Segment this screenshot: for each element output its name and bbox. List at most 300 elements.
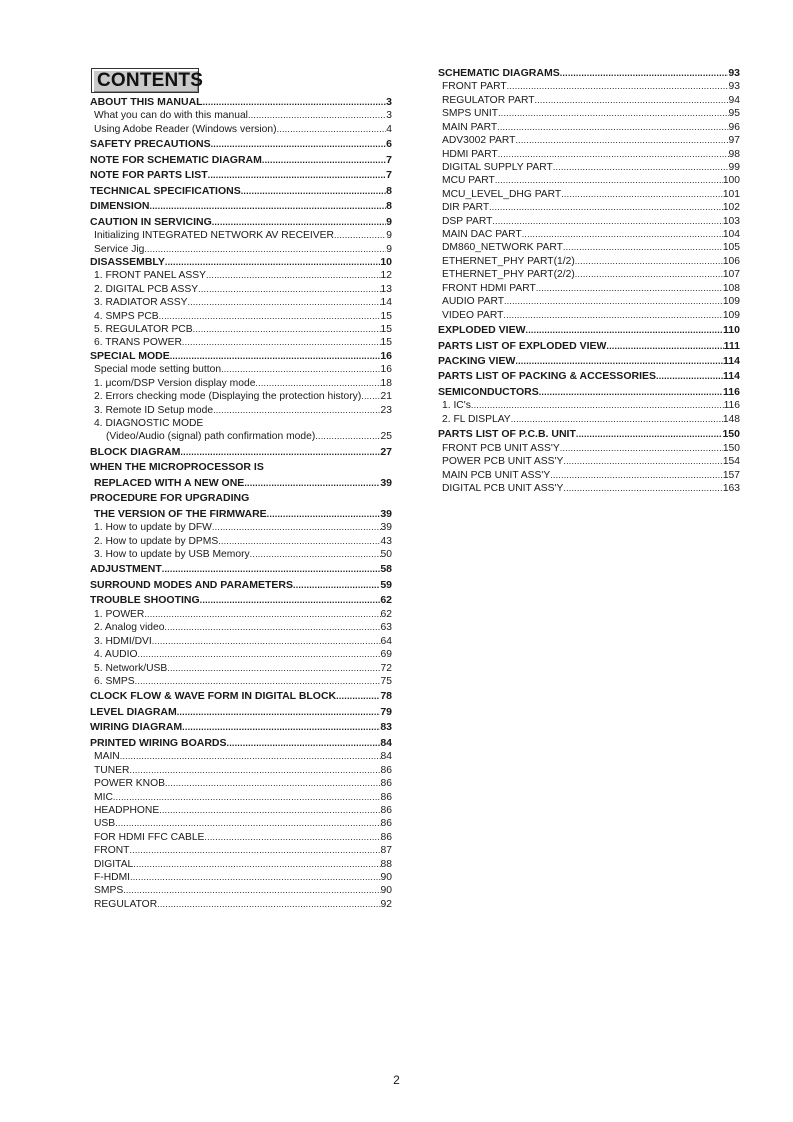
toc-dot-leader [159,804,380,817]
toc-entry-page: 3 [386,110,392,122]
toc-entry-page: 18 [380,377,392,389]
toc-dot-leader [539,386,723,399]
toc-dot-leader [262,154,386,167]
toc-entry[interactable] [438,268,740,281]
toc-entry[interactable] [438,148,740,161]
toc-dot-leader [129,764,380,777]
toc-entry-page: 97 [728,135,740,147]
toc-entry-label: REGULATOR [94,898,158,910]
toc-dot-leader [550,469,723,482]
toc-dot-leader [575,255,723,268]
toc-entry[interactable] [90,563,392,576]
toc-entry[interactable] [90,508,392,521]
toc-entry[interactable] [90,390,392,403]
toc-entry-label: TROUBLE SHOOTING [90,594,200,607]
toc-entry-label: CLOCK FLOW & WAVE FORM IN DIGITAL BLOCK [90,690,337,703]
toc-entry[interactable] [90,706,392,719]
toc-dot-leader [560,67,729,80]
toc-entry-page: 109 [722,309,740,321]
toc-entry[interactable] [90,844,392,857]
toc-entry-label: HDMI PART [442,148,498,160]
toc-entry-label: WHEN THE MICROPROCESSOR IS [90,461,264,474]
toc-entry[interactable] [438,309,740,322]
page-number: 2 [393,1073,400,1087]
contents-title: CONTENTS [97,70,204,91]
toc-dot-leader [227,737,381,750]
toc-dot-leader [203,96,387,109]
toc-entry-label: DISASSEMBLY [90,255,165,268]
toc-entry[interactable] [438,228,740,241]
toc-entry[interactable] [438,442,740,455]
toc-dot-leader [553,161,729,174]
toc-entry-label: Special mode setting button [94,364,222,376]
toc-dot-leader [576,428,723,441]
toc-dot-leader [563,482,722,495]
toc-entry[interactable] [90,430,392,443]
toc-entry-page: 103 [722,215,740,227]
toc-entry[interactable] [90,750,392,763]
toc-dot-leader [193,323,381,336]
toc-entry[interactable] [90,635,392,648]
toc-entry-page: 116 [723,385,740,398]
toc-dot-leader [182,721,380,734]
toc-entry[interactable] [90,216,392,229]
toc-entry-label: PARTS LIST OF EXPLODED VIEW [438,339,607,352]
toc-entry-label: SAFETY PRECAUTIONS [90,138,211,151]
toc-dot-leader [267,508,381,521]
toc-entry-page: 100 [722,175,740,187]
toc-entry[interactable] [438,241,740,254]
toc-entry-label: REGULATOR PART [442,94,535,106]
toc-dot-leader [144,243,386,256]
toc-entry-label: FRONT PCB UNIT ASS'Y [442,442,560,454]
toc-entry-label: (Video/Audio (signal) path confirmation mode) [106,431,316,443]
toc-dot-leader [255,377,380,390]
toc-entry[interactable] [90,269,392,282]
toc-entry-page: 12 [380,270,392,282]
toc-dot-leader [152,635,381,648]
toc-entry[interactable] [90,690,392,703]
toc-entry[interactable] [438,161,740,174]
toc-entry[interactable] [90,662,392,675]
toc-entry[interactable] [438,340,740,353]
toc-entry[interactable] [438,94,740,107]
toc-entry-page: 72 [380,662,392,674]
toc-entry-page: 86 [380,764,392,776]
toc-entry[interactable] [438,295,740,308]
toc-entry[interactable] [90,675,392,688]
toc-entry-label: SCHEMATIC DIAGRAMS [438,67,560,79]
toc-entry[interactable] [90,884,392,897]
toc-entry-page: 86 [380,804,392,816]
toc-dot-leader [293,579,380,592]
toc-dot-leader [498,148,729,161]
toc-dot-leader [157,898,380,911]
toc-entry[interactable] [438,255,740,268]
toc-entry-label: SURROUND MODES AND PARAMETERS [90,578,294,591]
toc-entry[interactable] [90,417,392,430]
toc-dot-leader [150,200,387,213]
toc-entry[interactable] [90,296,392,309]
toc-entry[interactable] [90,138,392,151]
toc-entry-label: 2. FL DISPLAY [442,413,511,425]
toc-entry[interactable] [90,154,392,167]
toc-entry-label: Using Adobe Reader (Windows version) [94,123,277,135]
toc-entry-page: 39 [380,476,392,489]
toc-entry[interactable] [90,96,392,109]
toc-dot-leader [498,107,728,120]
toc-dot-leader [563,455,722,468]
toc-entry[interactable] [90,243,392,256]
toc-entry[interactable] [438,370,740,383]
toc-entry[interactable] [438,455,740,468]
toc-entry-page: 95 [728,108,740,120]
toc-entry-label: 1. IC's [442,400,471,412]
toc-dot-leader [177,706,381,719]
toc-entry[interactable] [90,283,392,296]
toc-dot-leader [561,188,723,201]
toc-entry-page: 4 [386,123,392,135]
toc-dot-leader [248,109,386,122]
toc-dot-leader [504,295,723,308]
toc-entry[interactable] [90,831,392,844]
toc-entry[interactable] [438,134,740,147]
toc-dot-leader [536,282,723,295]
toc-entry-page: 69 [380,649,392,661]
toc-entry[interactable] [90,764,392,777]
toc-entry-page: 9 [386,230,392,242]
toc-dot-leader [241,185,386,198]
toc-entry[interactable] [438,215,740,228]
toc-entry-label: REPLACED WITH A NEW ONE [94,476,245,489]
toc-entry-page: 109 [722,296,740,308]
toc-entry-label: EXPLODED VIEW [438,324,526,337]
toc-dot-leader [315,430,380,443]
toc-dot-leader [212,216,386,229]
toc-entry-label: DM860_NETWORK PART [442,242,563,254]
toc-entry-page: 50 [380,549,392,561]
toc-entry-label: BLOCK DIAGRAM [90,445,181,458]
toc-entry-page: 15 [380,337,392,349]
toc-dot-leader [334,229,386,242]
toc-entry-label: 2. Errors checking mode (Displaying the protection history) [94,391,362,403]
toc-entry-label: FRONT PART [442,81,507,93]
toc-entry-label: VIDEO PART [442,309,504,321]
toc-entry-page: 27 [380,445,392,458]
toc-dot-leader [198,283,380,296]
toc-entry-page: 63 [380,622,392,634]
toc-entry[interactable] [90,521,392,534]
toc-entry-page: 110 [723,324,740,337]
toc-entry-label: ETHERNET_PHY PART(2/2) [442,269,575,281]
toc-entry-label: 3. Remote ID Setup mode [94,404,214,416]
toc-entry[interactable] [90,256,392,269]
toc-entry-page: 9 [386,243,392,255]
toc-entry-page: 114 [723,370,740,383]
toc-entry-page: 101 [722,188,740,200]
toc-entry-page: 59 [380,578,392,591]
toc-dot-leader [170,350,381,363]
toc-dot-leader [526,324,724,337]
toc-entry[interactable] [90,169,392,182]
toc-entry[interactable] [438,428,740,441]
toc-entry[interactable] [438,80,740,93]
toc-dot-leader [200,594,381,607]
toc-entry[interactable] [90,648,392,661]
toc-dot-leader [187,296,380,309]
toc-entry-label: AUDIO PART [442,296,504,308]
toc-entry-page: 15 [380,310,392,322]
toc-dot-leader [165,777,381,790]
toc-dot-leader [492,215,722,228]
toc-dot-leader [244,477,380,490]
toc-entry-page: 78 [380,690,392,703]
toc-entry[interactable] [438,282,740,295]
toc-entry-label: 4. SMPS PCB [94,310,159,322]
toc-entry[interactable] [90,336,392,349]
toc-entry-page: 93 [728,81,740,93]
toc-entry-page: 148 [722,413,740,425]
toc-entry-label: ETHERNET_PHY PART(1/2) [442,255,575,267]
toc-entry-label: MCU_LEVEL_DHG PART [442,188,562,200]
toc-entry[interactable] [90,535,392,548]
toc-entry[interactable] [90,858,392,871]
toc-entry-page: 64 [380,635,392,647]
toc-entry-page: 86 [380,791,392,803]
toc-entry[interactable] [90,404,392,417]
toc-entry-label: POWER PCB UNIT ASS'Y [442,456,564,468]
toc-entry[interactable] [438,121,740,134]
toc-entry[interactable] [90,123,392,136]
toc-entry[interactable] [438,469,740,482]
toc-entry-label: MIC [94,791,113,803]
toc-dot-leader [495,174,723,187]
toc-entry-page: 62 [380,608,392,620]
toc-entry-page: 79 [380,705,392,718]
toc-entry[interactable] [438,324,740,337]
toc-entry-label: FOR HDMI FFC CABLE [94,831,205,843]
toc-entry-page: 14 [380,297,392,309]
toc-entry[interactable] [90,350,392,363]
toc-dot-leader [575,268,723,281]
toc-entry-page: 96 [728,121,740,133]
toc-entry[interactable] [90,608,392,621]
toc-entry-label: 4. AUDIO [94,649,138,661]
toc-dot-leader [167,662,380,675]
toc-entry-label: PARTS LIST OF PACKING & ACCESSORIES [438,370,656,383]
toc-entry[interactable] [90,446,392,459]
toc-entry-label: 6. SMPS [94,675,135,687]
toc-entry-label: 2. How to update by DPMS [94,535,219,547]
toc-entry[interactable] [90,594,392,607]
toc-entry-page: 94 [728,94,740,106]
toc-entry[interactable] [90,109,392,122]
toc-dot-leader [212,521,381,534]
toc-entry-label: PROCEDURE FOR UPGRADING [90,492,250,505]
toc-entry-page: 83 [380,721,392,734]
toc-dot-leader [250,548,381,561]
toc-entry[interactable] [90,310,392,323]
toc-entry-page: 58 [380,563,392,576]
toc-entry[interactable] [438,355,740,368]
toc-entry-label: DIGITAL PCB UNIT ASS'Y [442,482,564,494]
toc-entry-label: What you can do with this manual [94,110,248,122]
toc-dot-leader [515,134,728,147]
toc-entry-label: LEVEL DIAGRAM [90,705,177,718]
toc-entry-page: 39 [380,522,392,534]
toc-entry[interactable] [438,201,740,214]
toc-entry[interactable] [90,363,392,376]
toc-entry-label: USB [94,818,116,830]
toc-entry[interactable] [90,791,392,804]
toc-entry-label: 3. How to update by USB Memory [94,549,250,561]
toc-entry-label: SEMICONDUCTORS [438,385,539,398]
toc-entry-page: 86 [380,778,392,790]
toc-dot-leader [164,621,380,634]
toc-dot-leader [221,363,380,376]
toc-entry-page: 10 [380,255,392,268]
toc-entry-label: DIR PART [442,202,490,214]
toc-entry-page: 88 [380,858,392,870]
toc-entry-label: MAIN PCB UNIT ASS'Y [442,469,551,481]
toc-entry[interactable] [438,482,740,495]
toc-entry-label: PACKING VIEW [438,355,516,367]
toc-dot-leader [515,355,723,368]
toc-entry[interactable] [90,579,392,592]
toc-dot-leader [361,390,380,403]
toc-entry-page: 108 [722,282,740,294]
toc-dot-leader [511,413,723,426]
toc-dot-leader [133,858,380,871]
toc-entry-page: 90 [380,885,392,897]
toc-entry[interactable] [90,621,392,634]
toc-entry-label: CAUTION IN SERVICING [90,215,212,228]
toc-left-column [90,96,392,911]
toc-entry[interactable] [438,174,740,187]
toc-entry-label: POWER KNOB [94,778,165,790]
toc-entry-label: SMPS [94,885,124,897]
toc-entry-page: 3 [386,96,392,108]
toc-entry-page: 8 [386,200,392,213]
toc-dot-leader [560,442,723,455]
toc-entry[interactable] [90,229,392,242]
toc-dot-leader [213,404,380,417]
toc-entry[interactable] [90,548,392,561]
toc-entry-page: 150 [722,442,740,454]
toc-entry[interactable] [90,323,392,336]
toc-entry[interactable] [90,777,392,790]
toc-entry-label: F-HDMI [94,872,131,884]
toc-entry-page: 23 [380,404,392,416]
toc-entry[interactable] [438,399,740,412]
toc-entry[interactable] [438,67,740,80]
toc-entry-page: 116 [723,400,740,412]
toc-entry[interactable] [90,817,392,830]
toc-entry-page: 8 [386,184,392,197]
toc-entry-label: FRONT [94,845,130,857]
toc-entry-label: ABOUT THIS MANUAL [90,96,203,108]
toc-dot-leader [204,831,380,844]
toc-entry[interactable] [438,386,740,399]
toc-entry[interactable] [438,107,740,120]
toc-entry-page: 99 [728,161,740,173]
toc-entry-page: 16 [380,349,392,362]
contents-title-box [91,68,204,93]
toc-entry[interactable] [90,185,392,198]
toc-dot-leader [522,228,723,241]
toc-dot-leader [180,446,380,459]
toc-entry[interactable] [90,721,392,734]
toc-entry-label: NOTE FOR PARTS LIST [90,169,208,182]
toc-entry[interactable] [90,200,392,213]
toc-dot-leader [165,256,380,269]
toc-dot-leader [115,817,380,830]
toc-entry[interactable] [90,461,392,474]
toc-dot-leader [120,750,381,763]
toc-entry-label: MCU PART [442,175,495,187]
toc-entry-label: MAIN PART [442,121,498,133]
toc-dot-leader [563,241,723,254]
toc-entry[interactable] [438,413,740,426]
toc-dot-leader [162,563,381,576]
toc-entry-label: ADJUSTMENT [90,563,162,576]
toc-dot-leader [123,884,380,897]
toc-entry-page: 16 [380,364,392,376]
toc-entry-page: 86 [380,818,392,830]
toc-entry-page: 6 [386,138,392,151]
toc-entry-label: FRONT HDMI PART [442,282,536,294]
toc-entry-label: TECHNICAL SPECIFICATIONS [90,184,241,197]
toc-entry[interactable] [90,477,392,490]
toc-dot-leader [130,871,381,884]
toc-entry-page: 15 [380,324,392,336]
toc-entry-label: 1. μcom/DSP Version display mode [94,377,256,389]
toc-entry-page: 111 [723,339,740,352]
toc-entry-page: 93 [728,67,740,79]
toc-entry[interactable] [90,898,392,911]
toc-entry-page: 114 [723,355,740,367]
toc-entry-page: 62 [380,594,392,607]
toc-entry-page: 13 [380,283,392,295]
toc-entry[interactable] [438,188,740,201]
toc-entry-label: SMPS UNIT [442,108,499,120]
toc-entry-page: 157 [722,469,740,481]
toc-dot-leader [606,340,723,353]
toc-entry-page: 86 [380,831,392,843]
toc-entry-label: 5. Network/USB [94,662,168,674]
toc-dot-leader [144,608,380,621]
toc-entry-page: 104 [722,229,740,241]
toc-entry-label: DIGITAL SUPPLY PART [442,161,553,173]
toc-entry-label: HEADPHONE [94,804,160,816]
toc-entry[interactable] [90,737,392,750]
toc-entry[interactable] [90,492,392,505]
toc-entry-page: 154 [722,456,740,468]
toc-entry-label: 1. How to update by DFW [94,522,212,534]
toc-entry-label: TUNER [94,764,130,776]
toc-entry-label: PARTS LIST OF P.C.B. UNIT [438,428,576,441]
toc-dot-leader [489,201,723,214]
toc-entry[interactable] [90,377,392,390]
toc-entry[interactable] [90,871,392,884]
toc-entry-label: 2. DIGITAL PCB ASSY [94,283,199,295]
toc-entry-page: 90 [380,872,392,884]
toc-entry-label: 1. POWER [94,608,145,620]
toc-entry[interactable] [90,804,392,817]
toc-entry-page: 98 [728,148,740,160]
toc-dot-leader [211,138,387,151]
toc-dot-leader [208,169,387,182]
